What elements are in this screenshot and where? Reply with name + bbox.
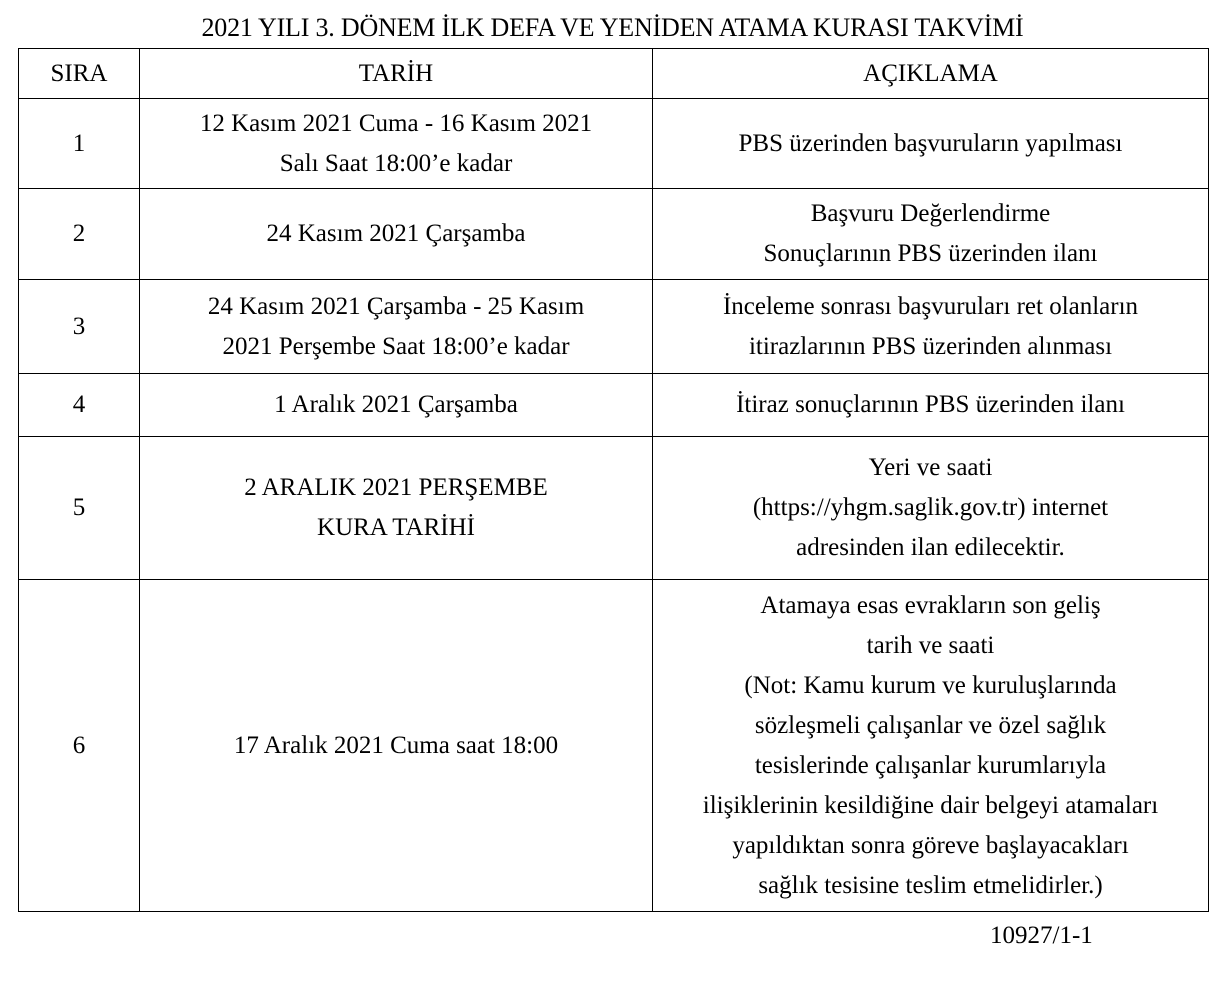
table-row: [19, 374, 1209, 437]
document-reference: 10927/1-1: [990, 922, 1093, 949]
header-sira: SIRA: [19, 49, 140, 99]
tarih-cell: [140, 437, 653, 580]
sira-cell: 6: [19, 580, 140, 912]
aciklama-line: tarih ve saati: [866, 631, 995, 659]
aciklama-cell: [653, 99, 1209, 189]
aciklama-cell: [653, 189, 1209, 280]
document-title: 2021 YILI 3. DÖNEM İLK DEFA VE YENİDEN ATAMA KURASI TAKVİMİ: [201, 13, 1024, 42]
tarih-line: 17 Aralık 2021 Cuma saat 18:00: [233, 731, 559, 759]
tarih-line: 2 ARALIK 2021 PERŞEMBE: [244, 474, 548, 501]
table-row: [19, 437, 1209, 580]
aciklama-line: PBS üzerinden başvuruların yapılması: [738, 129, 1123, 157]
aciklama-line: İnceleme sonrası başvuruları ret olanların: [722, 292, 1139, 320]
aciklama-line: adresinden ilan edilecektir.: [796, 534, 1065, 561]
tarih-line: 24 Kasım 2021 Çarşamba: [266, 220, 526, 247]
aciklama-line: İtiraz sonuçlarının PBS üzerinden ilanı: [736, 391, 1125, 418]
aciklama-cell: [653, 580, 1209, 912]
sira-cell: 1: [19, 99, 140, 189]
aciklama-line: Yeri ve saati: [868, 454, 993, 481]
aciklama-line: Atamaya esas evrakların son geliş: [760, 591, 1101, 619]
tarih-line: KURA TARİHİ: [317, 514, 475, 541]
aciklama-line: itirazlarının PBS üzerinden alınması: [748, 332, 1113, 360]
tarih-cell: [140, 580, 653, 912]
aciklama-cell: [653, 374, 1209, 437]
aciklama-cell: [653, 280, 1209, 374]
tarih-cell: [140, 374, 653, 437]
table-row: [19, 189, 1209, 280]
aciklama-line: Sonuçlarının PBS üzerinden ilanı: [763, 240, 1098, 267]
header-tarih: TARİH: [140, 49, 653, 99]
tarih-line: 1 Aralık 2021 Çarşamba: [274, 391, 518, 418]
tarih-line: 2021 Perşembe Saat 18:00’e kadar: [222, 332, 570, 360]
aciklama-line: tesislerinde çalışanlar kurumlarıyla: [754, 751, 1107, 779]
table-row: [19, 99, 1209, 189]
aciklama-line: ilişiklerinin kesildiğine dair belgeyi atamaları: [702, 791, 1159, 819]
aciklama-line: sağlık tesisine teslim etmelidirler.): [758, 871, 1103, 899]
tarih-cell: [140, 99, 653, 189]
sira-cell: 2: [19, 189, 140, 280]
sira-cell: 3: [19, 280, 140, 374]
tarih-line: 12 Kasım 2021 Cuma - 16 Kasım 2021: [199, 109, 593, 137]
sira-cell: 5: [19, 437, 140, 580]
tarih-line: Salı Saat 18:00’e kadar: [279, 149, 513, 177]
aciklama-line: Başvuru Değerlendirme: [810, 200, 1051, 227]
tarih-line: 24 Kasım 2021 Çarşamba - 25 Kasım: [207, 292, 585, 320]
table-row: [19, 280, 1209, 374]
table-row: [19, 580, 1209, 912]
aciklama-line: sözleşmeli çalışanlar ve özel sağlık: [754, 711, 1107, 739]
aciklama-line: (Not: Kamu kurum ve kuruluşlarında: [744, 671, 1117, 699]
table-header-row: [19, 49, 1209, 99]
sira-cell: 4: [19, 374, 140, 437]
aciklama-line: yapıldıktan sonra göreve başlayacakları: [732, 831, 1129, 859]
aciklama-cell: [653, 437, 1209, 580]
schedule-table: [18, 48, 1209, 912]
aciklama-line: (https://yhgm.saglik.gov.tr) internet: [752, 494, 1109, 521]
tarih-cell: [140, 280, 653, 374]
tarih-cell: [140, 189, 653, 280]
header-aciklama: AÇIKLAMA: [653, 49, 1209, 99]
